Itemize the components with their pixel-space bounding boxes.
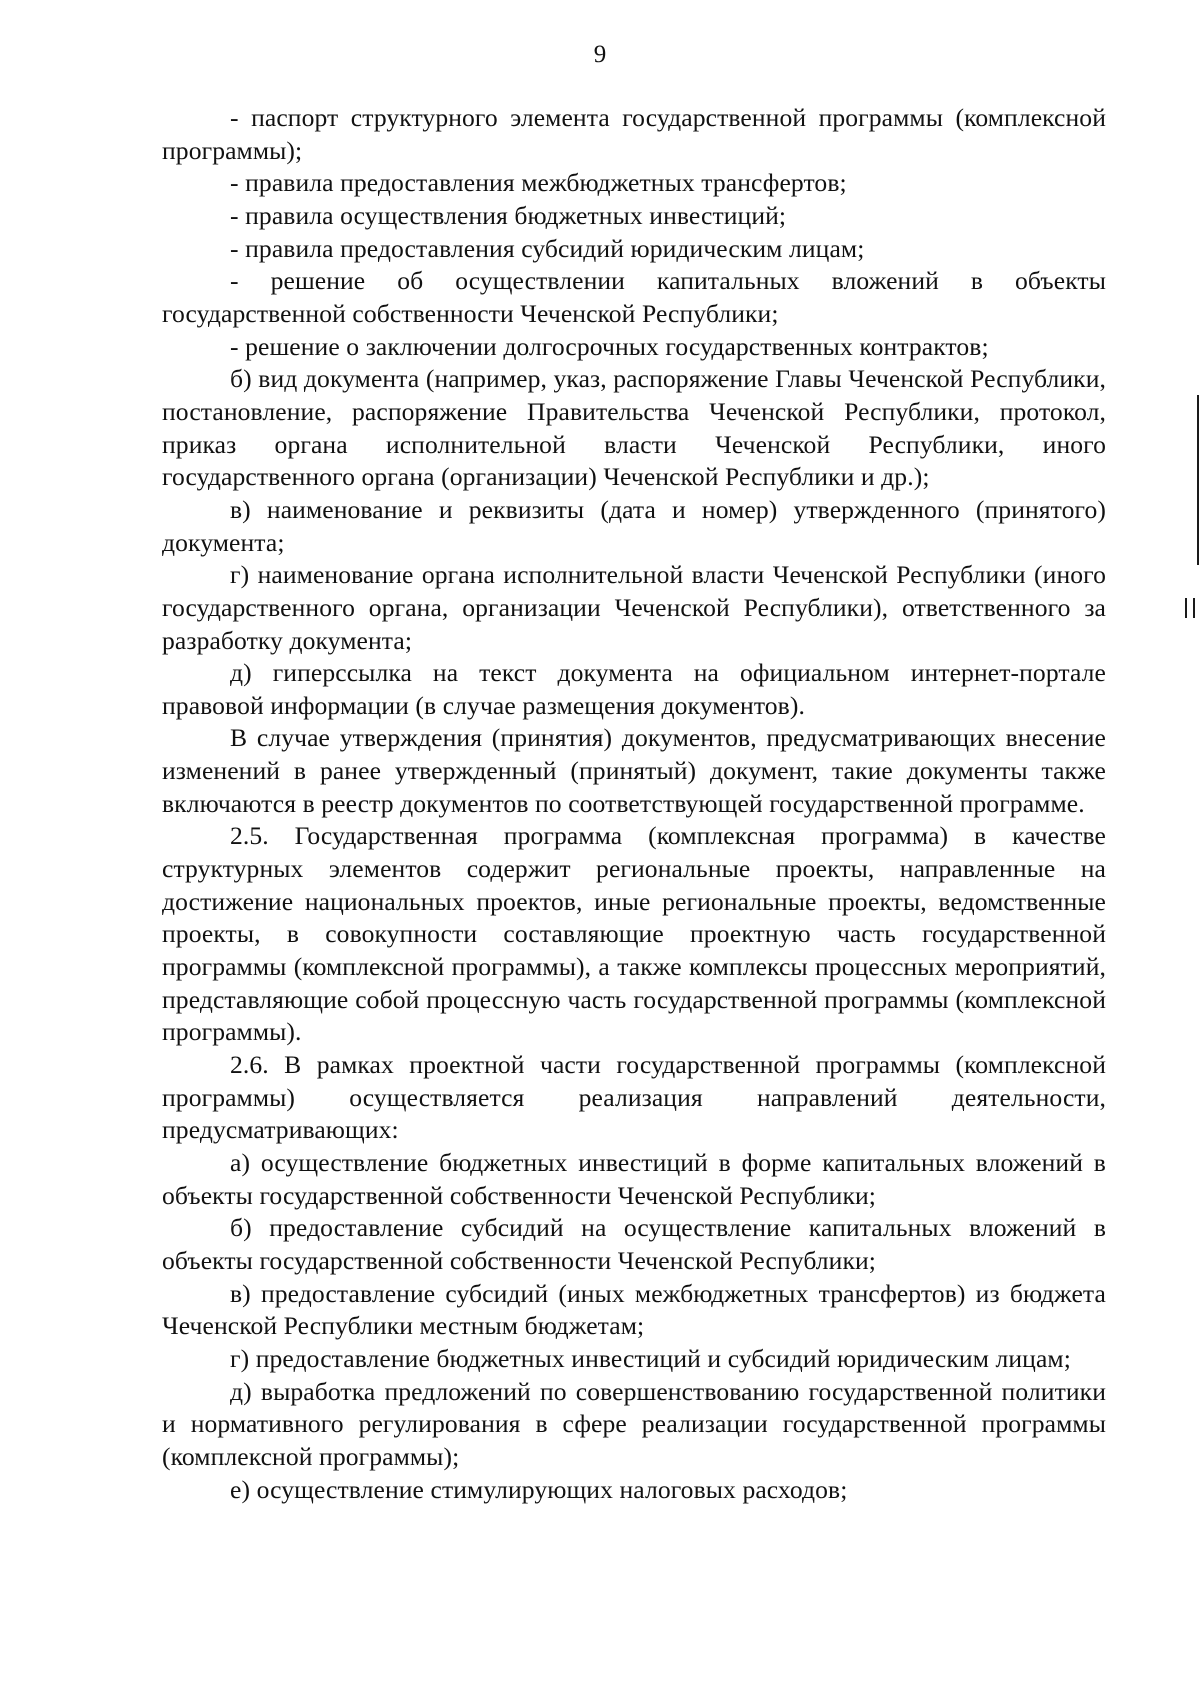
paragraph-item-d: д) выработка предложений по совершенствованию государственной политики и нормативного регулирования в сфере реализации государственной программы (комплексной программы);: [162, 1376, 1106, 1471]
paragraph-long-term-contracts: - решение о заключении долгосрочных государственных контрактов;: [230, 331, 989, 361]
scan-edge-mark: [1193, 598, 1195, 618]
paragraph-investment-rules: - правила осуществления бюджетных инвестиций;: [230, 200, 787, 230]
paragraph-capital-investment-decision: - решение об осуществлении капитальных вложений в объекты государственной собственности Чеченской Республики;: [162, 266, 1106, 328]
paragraph-document-details: в) наименование и реквизиты (дата и номер) утвержденного (принятого) документа;: [162, 494, 1106, 557]
paragraph-subsidy-rules: - правила предоставления субсидий юридическим лицам;: [230, 233, 865, 263]
paragraph-item-g: г) предоставление бюджетных инвестиций и субсидий юридическим лицам;: [230, 1343, 1071, 1373]
page-number: 9: [593, 41, 607, 68]
scan-edge-mark: [1185, 598, 1187, 618]
paragraph-document-type: б) вид документа (например, указ, распоряжение Главы Чеченской Республики, постановление, распоряжение Правительства Чеченской Республики, протокол, приказ органа исполнительной власти Чеченской Республики, иного государственного органа (организации) Чеченской Республики и др.);: [162, 364, 1106, 492]
paragraph-item-b: б) предоставление субсидий на осуществление капитальных вложений в объекты государственной собственности Чеченской Республики;: [162, 1213, 1106, 1275]
paragraph-responsible-body: г) наименование органа исполнительной власти Чеченской Республики (иного государственного органа, организации Чеченской Республики), ответственного за разработку документа;: [162, 560, 1106, 655]
paragraph-amendments: В случае утверждения (принятия) документов, предусматривающих внесение изменений в ранее утвержденный (принятый) документ, такие документы также включаются в реестр документов по соответствующей государственной программе.: [162, 723, 1106, 818]
paragraph-passport: - паспорт структурного элемента государственной программы (комплексной программы);: [162, 103, 1106, 165]
paragraph-item-a: а) осуществление бюджетных инвестиций в форме капитальных вложений в объекты государственной собственности Чеченской Республики;: [162, 1148, 1106, 1210]
paragraph-section-2-6: 2.6. В рамках проектной части государственной программы (комплексной программы) осуществляется реализация направлений деятельности, предусматривающих:: [162, 1050, 1106, 1145]
paragraph-item-v: в) предоставление субсидий (иных межбюджетных трансфертов) из бюджета Чеченской Республики местным бюджетам;: [162, 1278, 1106, 1341]
scan-edge-mark: [1197, 395, 1199, 565]
paragraph-hyperlink: д) гиперссылка на текст документа на официальном интернет-портале правовой информации (в случае размещения документов).: [162, 658, 1106, 720]
paragraph-transfer-rules: - правила предоставления межбюджетных трансфертов;: [230, 168, 847, 198]
paragraph-item-e: е) осуществление стимулирующих налоговых расходов;: [230, 1474, 848, 1504]
paragraph-section-2-5: 2.5. Государственная программа (комплексная программа) в качестве структурных элементов содержит региональные проекты, направленные на достижение национальных проектов, иные региональные проекты, ведомственные проекты, в совокупности составляющие проектную часть государственной программы (комплексной программы), а также комплексы процессных мероприятий, представляющие собой процессную часть государственной программы (комплексной программы).: [162, 821, 1106, 1047]
document-body: [162, 102, 1106, 1506]
